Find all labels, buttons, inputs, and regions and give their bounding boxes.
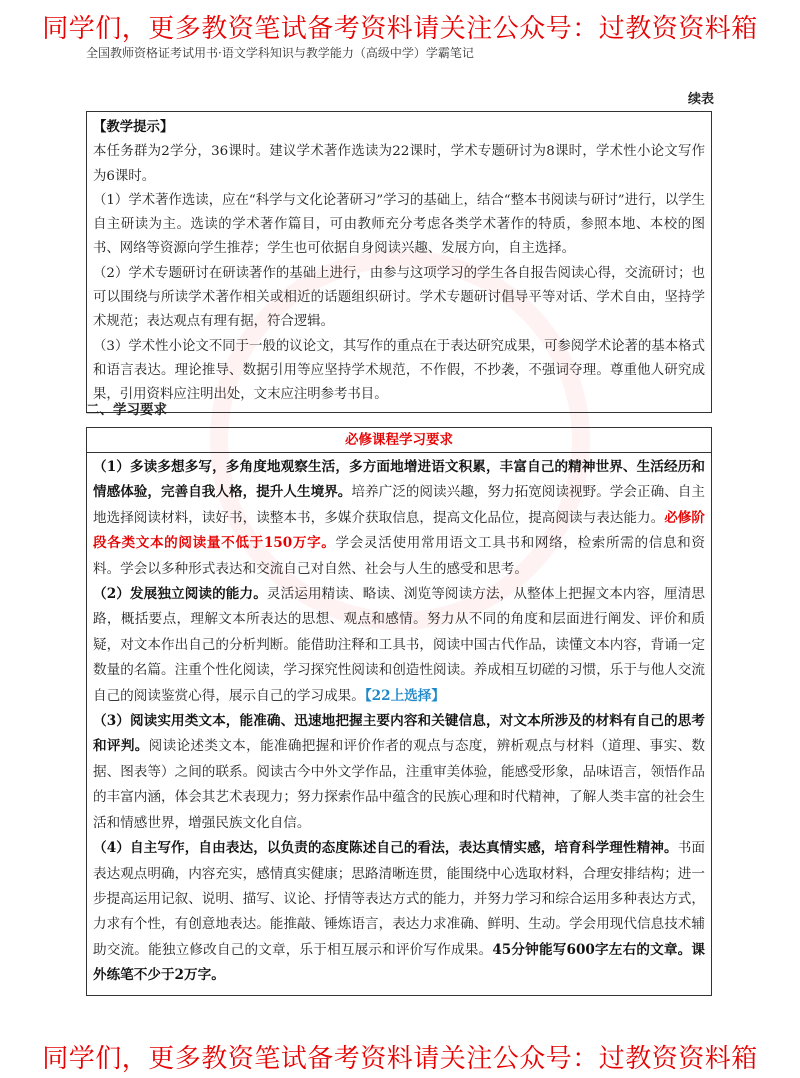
key-point-reading-volume: 必修阶段各类文本的阅读量不低于150万字。 [93,509,705,552]
bottom-banner: 同学们，更多教资笔试备考资料请关注公众号：过教资资料箱 [42,1044,758,1074]
requirements-table [86,427,712,996]
exam-tag: 【22上选择】 [364,687,445,704]
requirement-4: （4）自主写作，自由表达，以负责的态度陈述自己的看法，表达真情实感，培育科学理性精神。书面表达观点明确，内容充实，感情真实健康；思路清晰连贯，能围绕中心选取材料，合理安排结构；进一步提高运用记叙、说明、描写、议论、抒情等表达方式的能力，并努力学习和综合运用多种表达方式，力求有个性，有创意地表达。能推敲、锤炼语言，表达力求准确、鲜明、生动。学会用现代信息技术辅助交流。能独立修改自己的文章，乐于相互展示和评价写作成果。45分钟能写600字左右的文章。课外练笔不少于2万字。 [93,840,706,984]
section-heading: 二、学习要求 [86,402,167,418]
top-banner: 同学们，更多教资笔试备考资料请关注公众号：过教资资料箱 [42,14,758,44]
teaching-tips-intro: 【教学提示】 本任务群为2学分，36课时。建议学术著作选读为22课时，学术专题研讨为8课时，学术性小论文写作为6课时。 [93,119,705,184]
table-title: 必修课程学习要求 [87,428,711,453]
running-header: 全国教师资格证考试用书·语文学科知识与教学能力（高级中学）学霸笔记 [86,46,474,60]
teaching-tip-2: （2）学术专题研讨在研读著作的基础上进行，由参与这项学习的学生各自报告阅读心得，交流研讨；也可以围绕与所读学术著作相关或相近的话题组织研讨。学术专题研讨倡导平等对话、学术自由，坚持学术规范；表达观点有理有据，符合逻辑。 [93,265,705,330]
teaching-tip-3: （3）学术性小论文不同于一般的议论文，其写作的重点在于表达研究成果，可参阅学术论著的基本格式和语言表达。理论推导、数据引用等应坚持学术规范，不作假，不抄袭，不强词夺理。尊重他人研究成果，引用资料应注明出处，文末应注明参考书目。 [93,338,705,403]
requirement-1: （1）多读多想多写，多角度地观察生活，多方面地增进语文积累，丰富自己的精神世界、生活经历和情感体验，完善自我人格，提升人生境界。培养广泛的阅读兴趣，努力拓宽阅读视野。学会正确、自主地选择阅读材料，读好书，读整本书，多媒介获取信息，提高文化品位，提高阅读与表达能力。必修阶段各类文本的阅读量不低于150万字。学会灵活使用常用语文工具书和网络，检索所需的信息和资料。学会以多种形式表达和交流自己对自然、社会与人生的感受和思考。 [93,459,706,577]
teaching-tips-table [86,111,712,413]
teaching-tip-1: （1）学术著作选读，应在“科学与文化论著研习”学习的基础上，结合“整本书阅读与研讨”进行，以学生自主研读为主。选读的学术著作篇目，可由教师充分考虑各类学术著作的特质，参照本地、本校的图书、网络等资源向学生推荐；学生也可依据自身阅读兴趣、发展方向，自主选择。 [93,192,705,257]
requirement-2: （2）发展独立阅读的能力。灵活运用精读、略读、浏览等阅读方法，从整体上把握文本内容，厘清思路，概括要点，理解文本所表达的思想、观点和感情。努力从不同的角度和层面进行阐发、评价和质疑，对文本作出自己的分析判断。能借助注释和工具书，阅读中国古代作品，读懂文本内容，背诵一定数量的名篇。注重个性化阅读，学习探究性阅读和创造性阅读。养成相互切磋的习惯，乐于与他人交流自己的阅读鉴赏心得，展示自己的学习成果。【22上选择】 [93,586,705,704]
requirement-3: （3）阅读实用类文本，能准确、迅速地把握主要内容和关键信息，对文本所涉及的材料有自己的思考和评判。阅读论述类文本，能准确把握和评价作者的观点与态度，辨析观点与材料（道理、事实、数据、图表等）之间的联系。阅读古今中外文学作品，注重审美体验，能感受形象，品味语言，领悟作品的丰富内涵，体会其艺术表现力；努力探索作品中蕴含的民族心理和时代精神，了解人类丰富的社会生活和情感世界，增强民族文化自信。 [93,713,706,831]
continued-label: 续表 [687,92,714,107]
teaching-tips-heading: 【教学提示】 [93,119,174,135]
